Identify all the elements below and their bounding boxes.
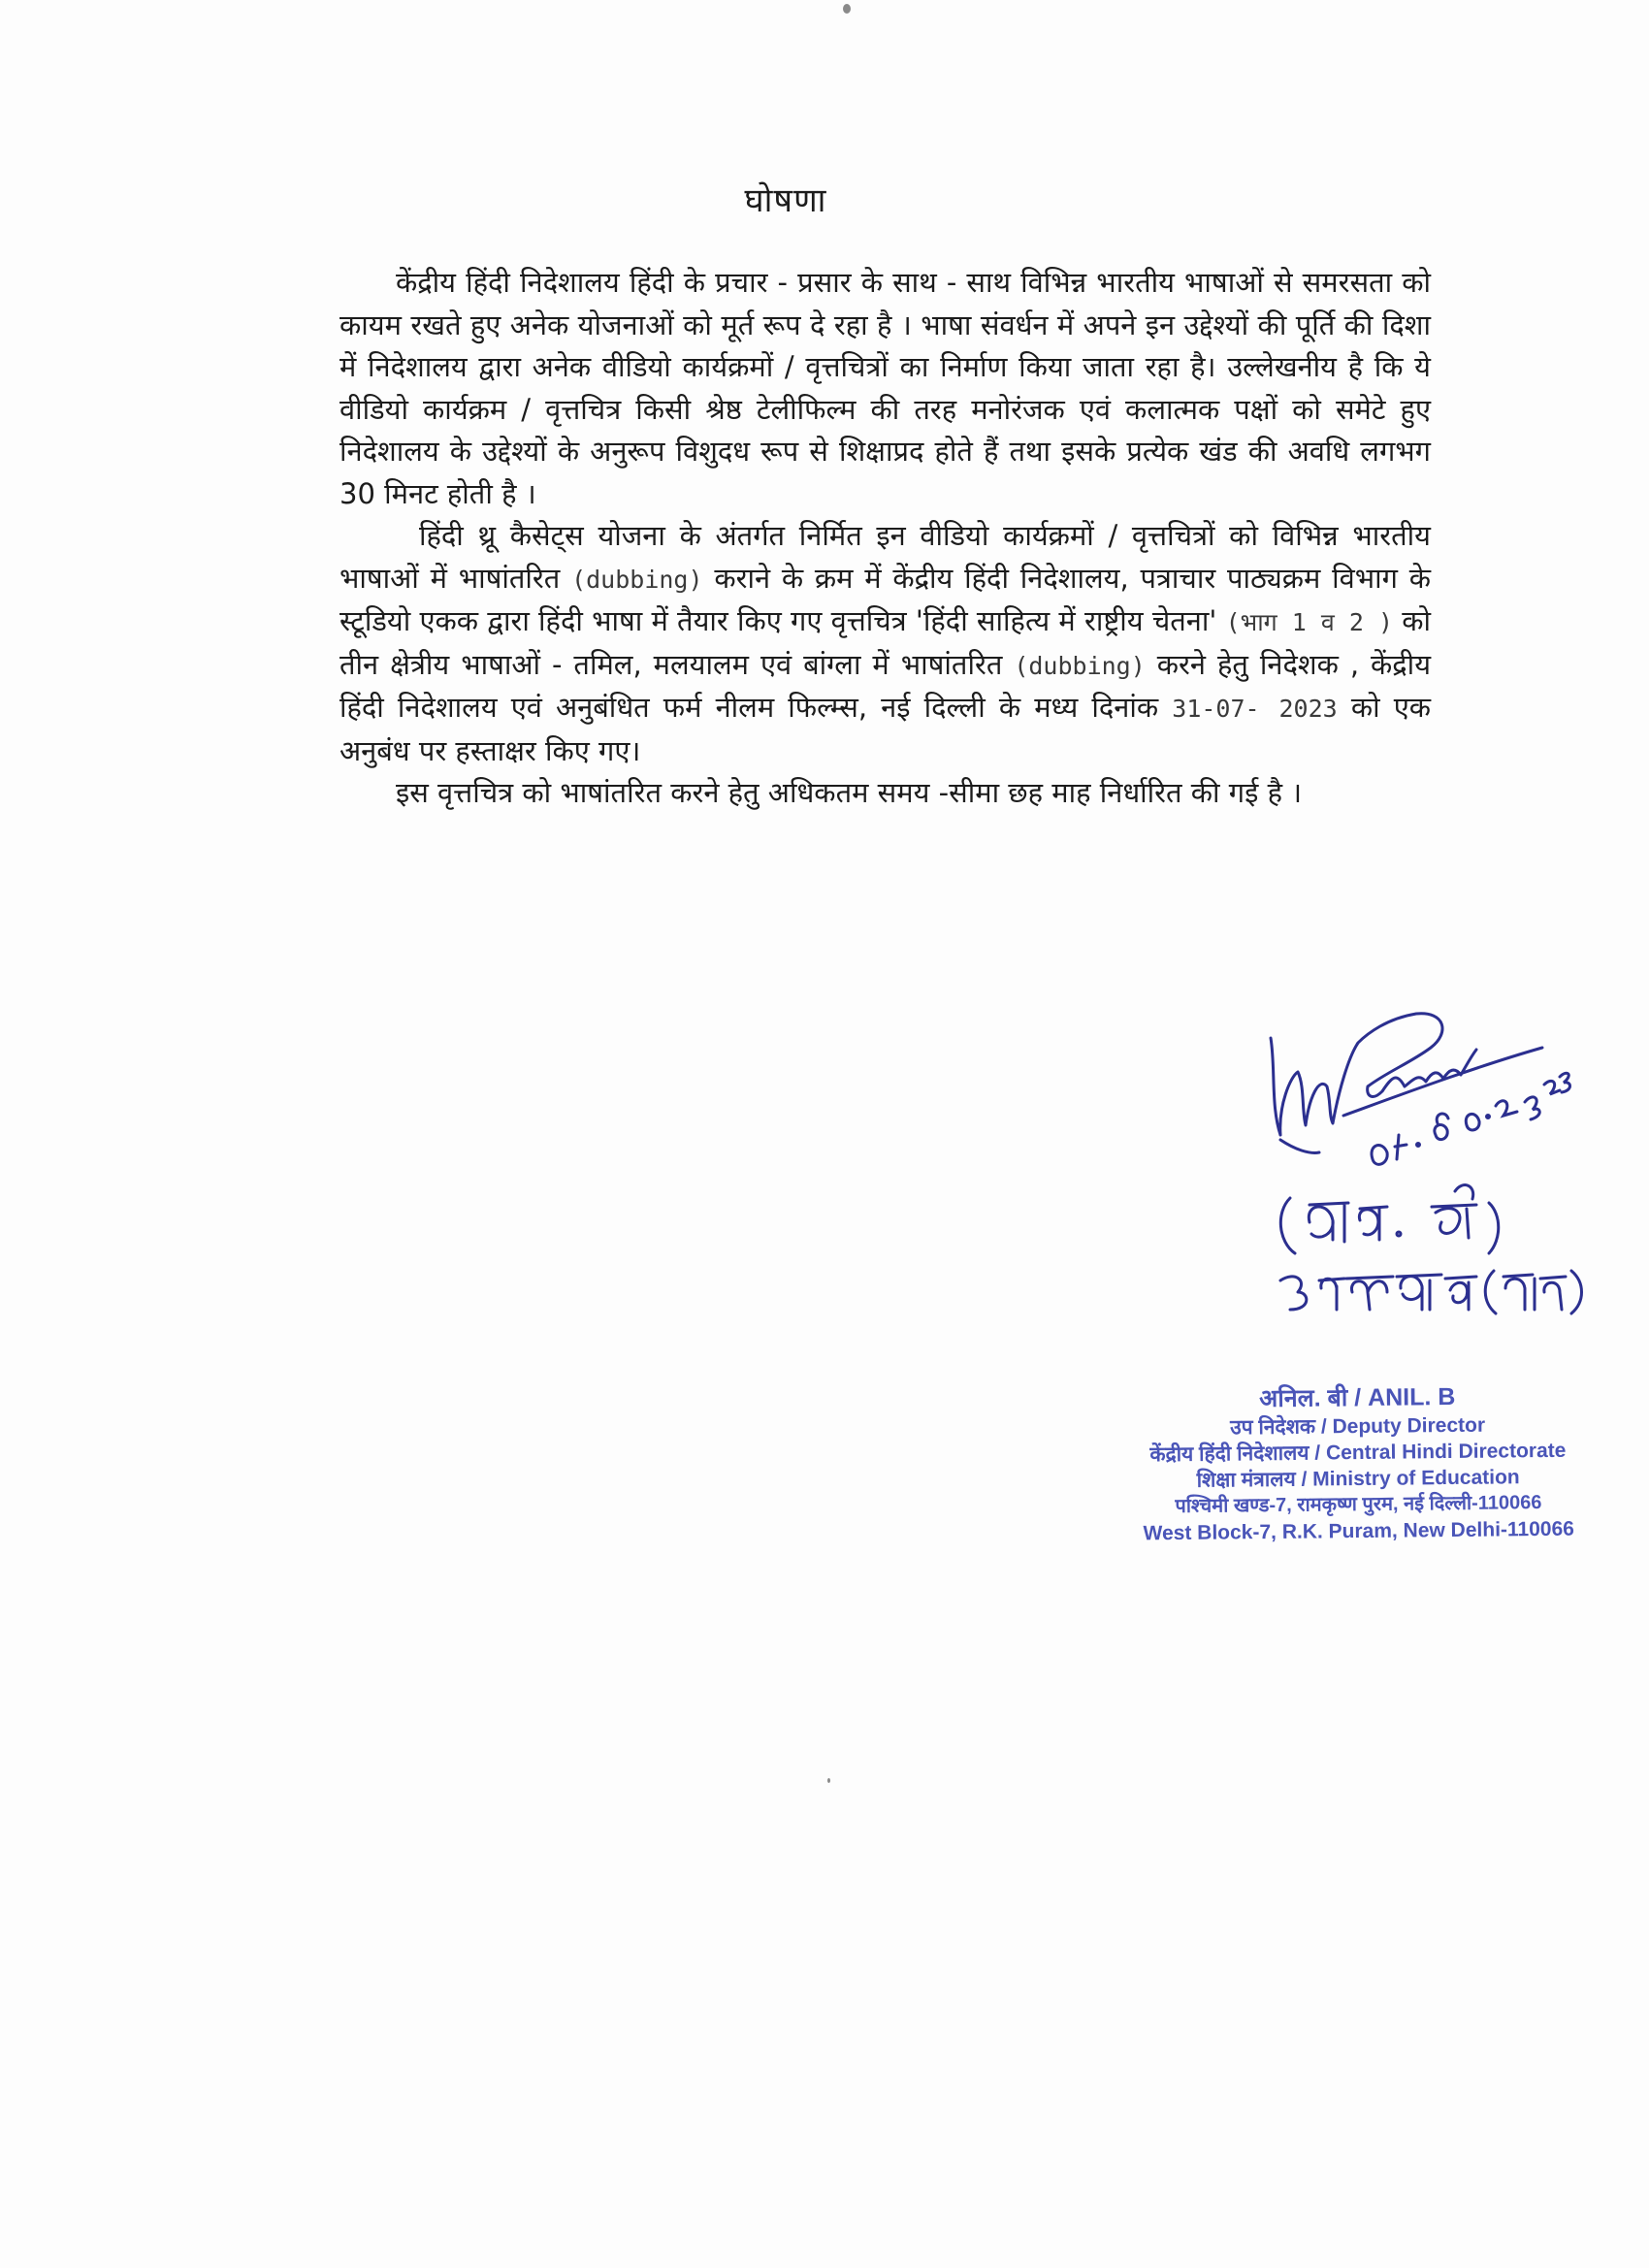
document-body <box>340 262 1431 815</box>
document-title: घोषणा <box>744 181 827 220</box>
scan-speck <box>843 4 851 14</box>
handwritten-signature <box>1251 980 1620 1368</box>
paragraph-deadline: इस वृत्तचित्र को भाषांतरित करने हेतु अधिकतम समय -सीमा छह माह निर्धारित की गई है । <box>396 776 1303 809</box>
part-reference: (भाग 1 व 2 ) <box>1225 608 1393 636</box>
paragraph-intro: केंद्रीय हिंदी निदेशालय हिंदी के प्रचार - प्रसार के साथ - साथ विभिन्न भारतीय भाषाओं से समरसता को कायम रखते हुए अनेक योजनाओं को मूर्त रूप दे रहा है । भाषा संवर्धन में अपने इन उद्देश्यों की पूर्ति की दिशा में निदेशालय द्वारा अनेक वीडियो कार्यक्रमों / वृत्तचित्रों का निर्माण किया जाता रहा है। उल्लेखनीय है कि ये वीडियो कार्यक्रम / वृत्तचित्र किसी श्रेष्ठ टेलीफिल्म की तरह मनोरंजक एवं कलात्मक पक्षों को समेटे हुए निदेशालय के उद्देश्यों के अनुरूप विशुदध रूप से शिक्षाप्रद होते हैं तथा इसके प्रत्येक खंड की अवधि लगभग 30 मिनट होती है । <box>340 266 1431 510</box>
official-stamp <box>1115 1379 1601 1546</box>
stamp-address-english: West Block-7, R.K. Puram, New Delhi-110066 <box>1143 1517 1574 1545</box>
stamp-address-hindi: पश्चिमी खण्ड-7, रामकृष्ण पुरम, नई दिल्ली-110066 <box>1175 1492 1542 1517</box>
dubbing-term: (dubbing) <box>571 565 703 594</box>
paragraph-text: करने हेतु निदेशक , केंद्रीय हिंदी निदेशालय एवं अनुबंधित फर्म नीलम फिल्म्स, नई दिल्ली के मध्य दिनांक <box>340 647 1432 724</box>
paragraph-text: हिंदी थ्रू कैसेट्स योजना के अंतर्गत निर्मित इन वीडियो कार्यक्रमों / वृत्तचित्रों को विभिन्न भारतीय भाषाओं में भाषांतरित <box>340 519 1431 595</box>
paragraph-dubbing-agreement <box>340 515 1431 772</box>
stamp-ministry: शिक्षा मंत्रालय / Ministry of Education <box>1196 1466 1520 1492</box>
stamp-name: अनिल. बी / ANIL. B <box>1259 1382 1456 1413</box>
scan-speck <box>827 1778 830 1783</box>
paragraph-text: को एक अनुबंध पर हस्ताक्षर किए गए। <box>340 691 1432 767</box>
agreement-date: 31-07- 2023 <box>1172 695 1338 723</box>
dubbing-term: (dubbing) <box>1014 651 1146 680</box>
paragraph-text: को तीन क्षेत्रीय भाषाओं - तमिल, मलयालम एवं बांग्ला में भाषांतरित <box>340 604 1432 681</box>
stamp-organization: केंद्रीय हिंदी निदेशालय / Central Hindi Directorate <box>1149 1439 1567 1467</box>
paragraph-text: कराने के क्रम में केंद्रीय हिंदी निदेशालय, पत्राचार पाठ्यक्रम विभाग के स्टूडियो एकक द्वारा हिंदी भाषा में तैयार किए गए वृत्तचित्र 'हिंदी साहित्य में राष्ट्रीय चेतना' <box>340 561 1431 637</box>
stamp-designation: उप निदेशक / Deputy Director <box>1230 1413 1486 1440</box>
